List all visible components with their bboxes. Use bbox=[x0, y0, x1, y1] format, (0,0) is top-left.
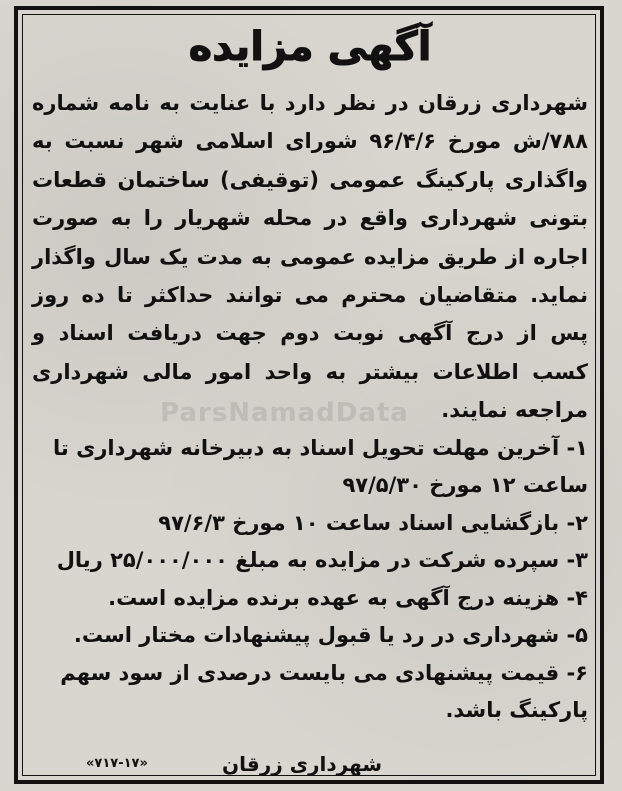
conditions-list bbox=[32, 430, 588, 730]
condition-item: ۶- قیمت پیشنهادی می بایست درصدی از سود سهم پارکینگ باشد. bbox=[60, 660, 588, 723]
notice-footer bbox=[40, 752, 582, 778]
condition-item: ۲- بازگشایی اسناد ساعت ۱۰ مورخ ۹۷/۶/۳ bbox=[158, 510, 588, 535]
condition-item: ۴- هزینه درج آگهی به عهده برنده مزایده است. bbox=[108, 585, 588, 610]
notice-code: «۷۱۷-۱۷» bbox=[86, 756, 148, 771]
watermark: ParsNamadData bbox=[160, 398, 409, 428]
notice-body: شهرداری زرقان در نظر دارد با عنایت به نامه شماره ۷۸۸/ش مورخ ۹۶/۴/۶ شورای اسلامی شهر نسبت به واگذاری پارکینگ عمومی (توقیفی) ساختمان قطعات بتونی شهرداری واقع در محله شهریار را به صورت اجاره از طریق مزایده عمومی به مدت یک سال واگذار نماید. متقاضیان محترم می توانند حداکثر تا ده روز پس از درج آگهی نوبت دوم جهت دریافت اسناد و کسب اطلاعات بیشتر به واحد امور مالی شهرداری مراجعه نمایند. bbox=[32, 91, 588, 423]
condition-item: ۵- شهرداری در رد یا قبول پیشنهادات مختار است. bbox=[73, 623, 588, 648]
condition-item: ۳- سپرده شرکت در مزایده به مبلغ ۲۵/۰۰۰/۰۰۰ ریال bbox=[56, 548, 588, 573]
issuer-signature: شهرداری زرقان bbox=[222, 752, 382, 776]
condition-item: ۱- آخرین مهلت تحویل اسناد به دبیرخانه شهرداری تا ساعت ۱۲ مورخ ۹۷/۵/۳۰ bbox=[53, 435, 588, 498]
notice-content bbox=[32, 16, 588, 730]
notice-title: آگهی مزایده bbox=[188, 24, 432, 70]
